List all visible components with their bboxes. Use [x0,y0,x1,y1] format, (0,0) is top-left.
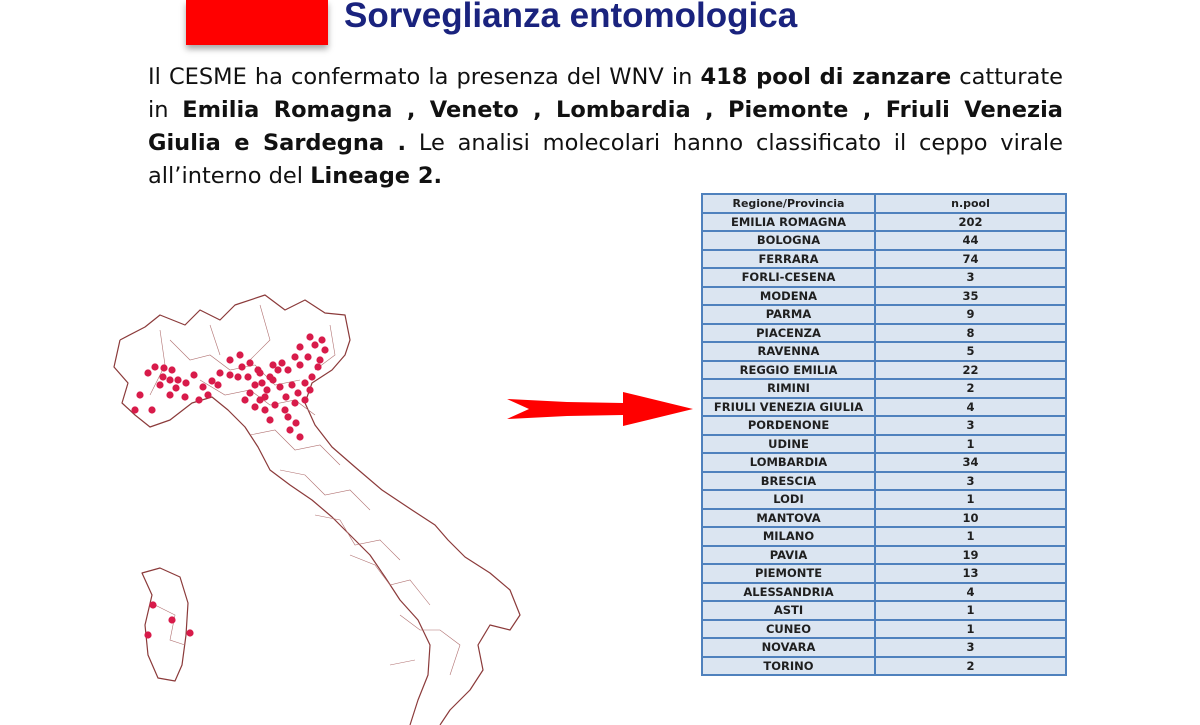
intro-bold-regions: Emilia Romagna , Veneto , Lombardia , Piemonte , Friuli Venezia Giulia e Sardegna . [148,97,1063,156]
pool-count-cell: 9 [875,305,1066,324]
region-cell: PIACENZA [702,324,875,343]
pool-count-cell: 1 [875,620,1066,639]
region-cell: UDINE [702,435,875,454]
wnv-dot [226,356,233,363]
wnv-dot [166,376,173,383]
wnv-dot [168,616,175,623]
pool-count-cell: 1 [875,490,1066,509]
wnv-dot [166,391,173,398]
table-row [702,213,1066,232]
table-row [702,657,1066,676]
wnv-dot [181,393,188,400]
wnv-dot [136,391,143,398]
table-row [702,416,1066,435]
wnv-dot [306,333,313,340]
wnv-dot [296,433,303,440]
wnv-dot [144,631,151,638]
region-cell: MILANO [702,527,875,546]
region-cell: PAVIA [702,546,875,565]
wnv-dot [244,373,251,380]
intro-text-1: Il CESME ha confermato la presenza del WNV in [148,64,701,90]
region-cell: RIMINI [702,379,875,398]
wnv-dot [246,359,253,366]
wnv-dot [238,363,245,370]
table-row [702,398,1066,417]
region-cell: FORLI-CESENA [702,268,875,287]
wnv-dot [241,396,248,403]
pool-count-cell: 34 [875,453,1066,472]
wnv-dot [291,353,298,360]
region-cell: ASTI [702,601,875,620]
wnv-dot [294,389,301,396]
table-row [702,546,1066,565]
table-row [702,583,1066,602]
wnv-dot [266,416,273,423]
pool-count-cell: 1 [875,601,1066,620]
wnv-dot [292,419,299,426]
pool-count-cell: 1 [875,527,1066,546]
table-row [702,564,1066,583]
table-row [702,324,1066,343]
region-cell: REGGIO EMILIA [702,361,875,380]
wnv-dot [269,361,276,368]
wnv-dot [288,381,295,388]
table-row [702,472,1066,491]
wnv-dot [258,379,265,386]
table-header-row [702,194,1066,213]
region-cell: TORINO [702,657,875,676]
intro-text-3: Le analisi molecolari hanno classificato il ceppo virale all’interno del [148,130,1063,189]
wnv-dot [204,391,211,398]
table-row [702,287,1066,306]
region-cell: MODENA [702,287,875,306]
wnv-dot [306,386,313,393]
table-row [702,379,1066,398]
region-cell: LOMBARDIA [702,453,875,472]
wnv-dot [208,377,215,384]
intro-text-2: catturate in [148,64,1064,123]
wnv-dot [291,399,298,406]
region-cell: MANTOVA [702,509,875,528]
table-row [702,453,1066,472]
pool-count-cell: 3 [875,638,1066,657]
region-cell: PORDENONE [702,416,875,435]
wnv-dot [159,373,166,380]
pool-count-cell: 44 [875,231,1066,250]
region-cell: ALESSANDRIA [702,583,875,602]
wnv-dot [281,406,288,413]
wnv-dot [251,403,258,410]
wnv-dot [286,426,293,433]
wnv-dot [246,389,253,396]
pool-count-cell: 2 [875,379,1066,398]
wnv-dot [304,353,311,360]
wnv-dot [301,396,308,403]
wnv-dot [261,393,268,400]
pool-count-cell: 3 [875,268,1066,287]
table-row [702,620,1066,639]
wnv-dot [226,371,233,378]
wnv-dot [148,406,155,413]
wnv-dot [172,384,179,391]
wnv-dot [296,343,303,350]
wnv-dot [276,383,283,390]
pool-count-cell: 8 [875,324,1066,343]
wnv-dot [214,381,221,388]
pool-count-cell: 3 [875,416,1066,435]
pool-count-cell: 4 [875,398,1066,417]
table-row [702,305,1066,324]
wnv-dot [316,356,323,363]
table-row [702,268,1066,287]
wnv-dot [251,381,258,388]
wnv-dot [131,406,138,413]
wnv-dot [160,364,167,371]
intro-paragraph [148,61,1063,193]
wnv-dot [186,629,193,636]
region-cell: EMILIA ROMAGNA [702,213,875,232]
table-row [702,509,1066,528]
wnv-dot [284,366,291,373]
wnv-dot [216,369,223,376]
wnv-dot [318,336,325,343]
region-cell: CUNEO [702,620,875,639]
wnv-dot [156,381,163,388]
wnv-dot [278,359,285,366]
table-row [702,250,1066,269]
wnv-dot [144,369,151,376]
pool-count-cell: 5 [875,342,1066,361]
right-arrow-icon [505,392,695,426]
region-cell: NOVARA [702,638,875,657]
wnv-dot [182,379,189,386]
region-cell: PARMA [702,305,875,324]
wnv-dot [308,373,315,380]
wnv-dot [321,346,328,353]
wnv-dot [266,373,273,380]
pool-count-cell: 10 [875,509,1066,528]
wnv-dot [195,396,202,403]
wnv-dot [234,373,241,380]
table-row [702,435,1066,454]
wnv-dot [314,363,321,370]
table-row [702,361,1066,380]
region-cell: LODI [702,490,875,509]
intro-bold-lineage: Lineage 2. [310,163,443,189]
wnv-dot [271,401,278,408]
table-row [702,601,1066,620]
pool-count-cell: 4 [875,583,1066,602]
wnv-dot [151,363,158,370]
region-cell: BOLOGNA [702,231,875,250]
column-header-count: n.pool [875,194,1066,213]
wnv-detection-dots [131,333,328,638]
region-cell: PIEMONTE [702,564,875,583]
pool-count-cell: 202 [875,213,1066,232]
column-header-region: Regione/Provincia [702,194,875,213]
wnv-dot [261,406,268,413]
italy-map [100,285,540,725]
pool-count-cell: 1 [875,435,1066,454]
region-cell: BRESCIA [702,472,875,491]
table-row [702,231,1066,250]
wnv-dot [199,383,206,390]
table-row [702,638,1066,657]
intro-bold-pools: 418 pool di zanzare [700,64,952,90]
wnv-dot [296,361,303,368]
wnv-dot [311,341,318,348]
pool-count-cell: 19 [875,546,1066,565]
wnv-dot [236,351,243,358]
page-title: Sorveglianza entomologica [344,0,798,35]
wnv-dot [282,393,289,400]
region-cell: RAVENNA [702,342,875,361]
pool-count-cell: 35 [875,287,1066,306]
wnv-dot [174,376,181,383]
wnv-dot [190,371,197,378]
table-row [702,342,1066,361]
pool-table [701,193,1067,676]
region-borders [150,305,460,675]
region-cell: FRIULI VENEZIA GIULIA [702,398,875,417]
wnv-dot [284,413,291,420]
red-accent-block [186,0,328,45]
pool-count-cell: 2 [875,657,1066,676]
region-cell: FERRARA [702,250,875,269]
pool-count-cell: 3 [875,472,1066,491]
wnv-dot [301,379,308,386]
pool-count-cell: 74 [875,250,1066,269]
wnv-dot [168,366,175,373]
table-row [702,490,1066,509]
wnv-dot [256,369,263,376]
wnv-dot [149,601,156,608]
table-row [702,527,1066,546]
pool-count-cell: 13 [875,564,1066,583]
wnv-dot [263,386,270,393]
pool-count-cell: 22 [875,361,1066,380]
